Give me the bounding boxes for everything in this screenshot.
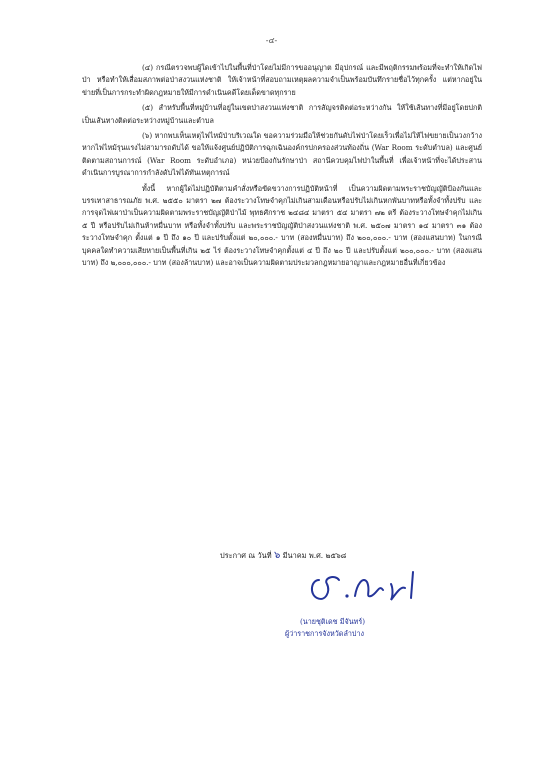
signer-name: (นายชุติเดช มีจันทร์) [300,617,366,626]
handwritten-signature [305,566,425,606]
document-body [82,62,482,273]
paragraph-item-6: (๖) หากพบเห็นเหตุไฟไหม้ป่าบริเวณใด ขอความร่วมมือให้ช่วยกันดับไฟป่าโดยเร็วเพื่อไม่ให้ไฟขยายเป็นวงกว้าง หากไฟไหม้รุนแรงไม่สามารถดับได้ ขอให้แจ้งศูนย์ปฏิบัติการฉุกเฉินองค์กรปกครองส่วนท้องถิ่น (War Room ระดับตำบล) และศูนย์ติดตามสถานการณ์ (War Room ระดับอำเภอ) หน่วยป้องกันรักษาป่า สถานีควบคุมไฟป่าในพื้นที่ เพื่อเจ้าหน้าที่จะได้ประสานดำเนินการบูรณาการกำลังดับไฟได้ทันเหตุการณ์ [82,131,482,178]
paragraph-item-4: (๔) กรณีตรวจพบผู้ใดเข้าไปในพื้นที่ป่าโดยไม่มีการขออนุญาต มีอุปกรณ์ และมีพฤติกรรมพร้อมที่จะทำให้เกิดไฟป่า หรือทำให้เสื่อมสภาพต่อป่าสงวนแห่งชาติ ให้เจ้าหน้าที่สอบถามเหตุผลความจำเป็นพร้อมบันทึกรายชื่อไว้ทุกครั้ง แต่หากอยู่ในข่ายที่เป็นการกระทำผิดกฎหมายให้มีการดำเนินคดีโดยเด็ดขาดทุกราย [82,63,482,97]
announcement-date: ประกาศ ณ วันที่ ๖ มีนาคม พ.ศ. ๒๕๖๘ [220,550,347,561]
paragraph-item-5: (๕) สำหรับพื้นที่หมู่บ้านที่อยู่ในเขตป่าสงวนแห่งชาติ การสัญจรติดต่อระหว่างกัน ให้ใช้เส้นทางที่มีอยู่โดยปกติเป็นเส้นทางติดต่อระหว่างหมู่บ้านและตำบล [82,103,482,125]
page-number: -๔- [265,36,278,45]
announcement-day: ๖ [273,550,281,561]
paragraph-penalty: ทั้งนี้ หากผู้ใดไม่ปฏิบัติตามคำสั่งหรือขัดขวางการปฏิบัติหน้าที่ เป็นความผิดตามพระราชบัญญัติป้องกันและบรรเทาสาธารณภัย พ.ศ. ๒๕๕๐ มาตรา ๒๗ ต้องระวางโทษจำคุกไม่เกินสามเดือนหรือปรับไม่เกินหกพันบาทหรือทั้งจำทั้งปรับ และการจุดไฟเผาป่าเป็นความผิดตามพระราชบัญญัติป่าไม้ พุทธศักราช ๒๔๘๔ มาตรา ๕๔ มาตรา ๗๒ ตรี ต้องระวางโทษจำคุกไม่เกิน ๕ ปี หรือปรับไม่เกินห้าหมื่นบาท หรือทั้งจำทั้งปรับ และพระราชบัญญัติป่าสงวนแห่งชาติ พ.ศ. ๒๕๐๗ มาตรา ๑๔ มาตรา ๓๑ ต้องระวางโทษจำคุก ตั้งแต่ ๑ ปี ถึง ๑๐ ปี และปรับตั้งแต่ ๒๐,๐๐๐.- บาท (สองหมื่นบาท) ถึง ๒๐๐,๐๐๐.- บาท (สองแสนบาท) ในกรณีบุคคลใดทำความเสียหายเป็นพื้นที่เกิน ๒๕ ไร่ ต้องระวางโทษจำคุกตั้งแต่ ๔ ปี ถึง ๒๐ ปี และปรับตั้งแต่ ๒๐๐,๐๐๐.- บาท (สองแสนบาท) ถึง ๒,๐๐๐,๐๐๐.- บาท (สองล้านบาท) และอาจเป็นความผิดตามประมวลกฎหมายอาญาและกฎหมายอื่นที่เกี่ยวข้อง [82,183,482,268]
signer-title: ผู้ว่าราชการจังหวัดลำปาง [285,629,365,638]
